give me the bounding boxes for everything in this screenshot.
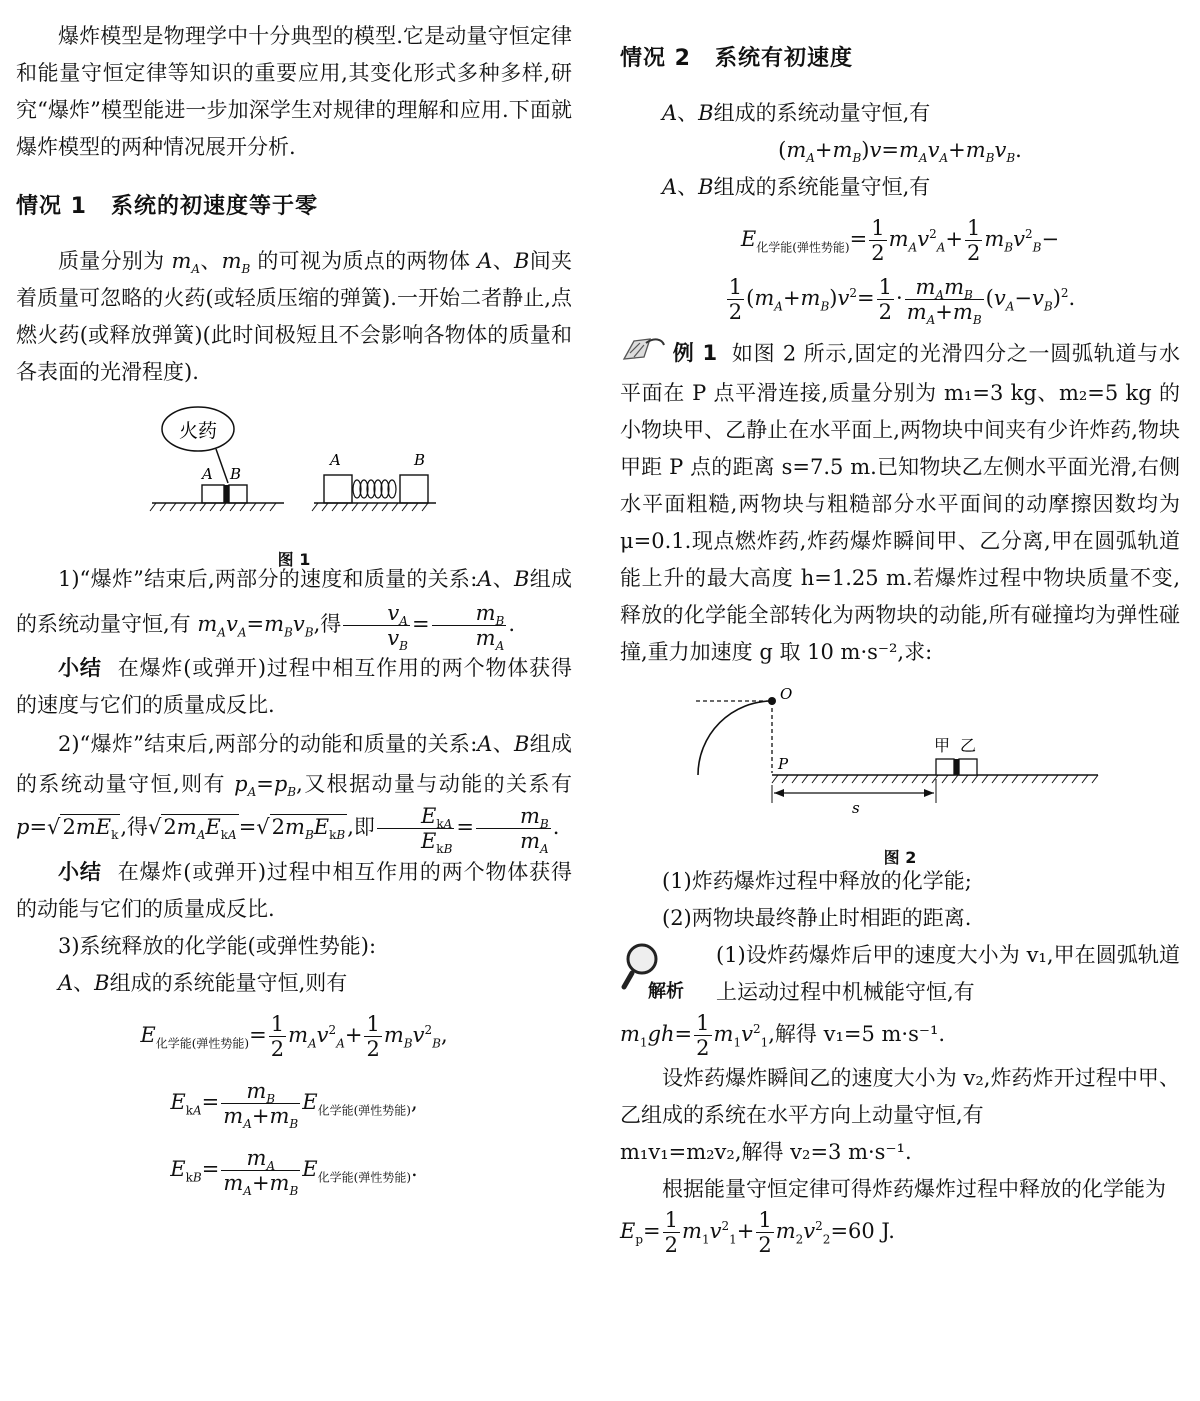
question-2: (2)两物块最终静止时相距的距离. — [662, 905, 972, 930]
intro-paragraph: 爆炸模型是物理学中十分典型的模型.它是动量守恒定律和能量守恒定律等知识的重要应用,其变化形式多种多样,研究“爆炸”模型能进一步加深学生对规律的理解和应用.下面就爆炸模型的两种情况展开分析. — [16, 24, 572, 159]
equation-chem-energy: $E_{化学能(弹性势能)}=$ $\frac{1}{2}$ $m_Av^2_A+$ $\frac{1}{2}$ $m_Bv^2_B$, — [140, 1011, 448, 1061]
solution-2: 设炸药爆炸瞬间乙的速度大小为 v₂,炸药炸开过程中甲、乙组成的系统在水平方向上动量守恒,有 — [620, 1065, 1180, 1127]
fig2-label-p: P — [778, 754, 789, 773]
solution-1: (1)设炸药爆炸后甲的速度大小为 v₁,甲在圆弧轨道上运动过程中机械能守恒,有 — [716, 942, 1180, 1004]
equation-momentum: $(m_A+m_B)v=m_Av_A+m_Bv_B$. — [778, 138, 1022, 166]
case1-heading — [16, 188, 572, 225]
example-paragraph — [620, 335, 1180, 671]
solution-2-eq: m₁v₁=m₂v₂,解得 v₂=3 m·s⁻¹. — [620, 1139, 912, 1164]
item3-paragraph: 3)系统释放的化学能(或弹性势能): — [58, 933, 377, 958]
analysis-label: 解析 — [648, 980, 684, 1002]
analysis-badge — [620, 939, 700, 1003]
equation-eka: $E_{kA}=$ $\frac{m_B}{m_A+m_B}$ $E_{化学能(弹性势能)}$, — [170, 1078, 418, 1132]
case2-title: 系统有初速度 — [714, 46, 853, 71]
figure-1 — [16, 399, 572, 569]
case2-heading — [620, 40, 1180, 77]
fig2-label-s: s — [852, 798, 860, 817]
fig2-label-jia: 甲 — [934, 735, 951, 755]
left-column — [16, 18, 572, 1205]
case2-line-1: A、B组成的系统动量守恒,有 — [662, 101, 931, 125]
right-column — [620, 18, 1180, 1257]
solution-3-eq: $E_p=$ $\frac{1}{2}$ $m_1v^2_1+$ $\frac{1}{2}$ $m_2v^2_2=60$ J. — [620, 1207, 895, 1257]
fig2-label-yi: 乙 — [960, 735, 977, 755]
equation-energy-1: $E_{化学能(弹性势能)}=$ $\frac{1}{2}$ $m_Av^2_A+$ $\frac{1}{2}$ $m_Bv^2_B-$ — [740, 216, 1060, 266]
item3-line-2: A、B组成的系统能量守恒,则有 — [58, 970, 348, 995]
figure-1-caption: 图 1 — [277, 550, 311, 569]
example-icon — [620, 335, 668, 375]
case1-title: 系统的初速度等于零 — [110, 194, 318, 219]
analysis-block — [620, 937, 1180, 1060]
case2-line-2: A、B组成的系统能量守恒,有 — [662, 175, 931, 199]
svg-text:A: A — [202, 465, 213, 483]
solution-3: 根据能量守恒定律可得炸药爆炸过程中释放的化学能为 — [662, 1176, 1166, 1201]
figure-1-drawing — [16, 399, 572, 527]
summary-1: 小结 在爆炸(或弹开)过程中相互作用的两个物体获得的速度与它们的质量成反比. — [16, 656, 573, 718]
figure-2-caption: 图 2 — [883, 847, 917, 867]
solution-1-eq: $m_1gh=$ $\frac{1}{2}$ $m_1v^2_1$,解得 v₁=5 m·s⁻¹. — [620, 1010, 946, 1060]
case1-number: 情况 1 — [16, 194, 87, 219]
summary-2: 小结 在爆炸(或弹开)过程中相互作用的两个物体获得的动能与它们的质量成反比. — [16, 859, 573, 921]
svg-text:B: B — [414, 451, 426, 469]
equation-energy-2: $\frac{1}{2}$ $(m_A+m_B)v^2=$ $\frac{1}{2}$ · $\frac{m_Am_B}{m_A+m_B}$ $(v_A-v_B)^2$. — [728, 275, 1076, 328]
svg-text:B: B — [230, 465, 242, 483]
question-1: (1)炸药爆炸过程中释放的化学能; — [662, 868, 972, 893]
item1-paragraph: 1)“爆炸”结束后,两部分的速度和质量的关系:A、B组成的系统动量守恒,有 $m_Av_A=m_Bv_B$,得 $\frac{v_A}{v_B}$ = $\frac{m_B}{m_A}$ . — [16, 567, 573, 654]
fig2-label-o: O — [780, 684, 793, 703]
example-text: 如图 2 所示,固定的光滑四分之一圆弧轨道与水平面在 P 点平滑连接,质量分别为 m₁=3 kg、m₂=5 kg 的小物块甲、乙静止在水平面上,两物块中间夹有少许炸药,物块甲距 P 点的距离 s=7.5 m.已知物块乙左侧水平面光滑,右侧水平面粗糙,两物块与粗糙部分水平面间的动摩擦因数均为 μ=0.1.现点燃炸药,炸药爆炸瞬间甲、乙分离,甲在圆弧轨道能上升的最大高度 h=1.25 m.若爆炸过程中物块质量不变,释放的化学能全部转化为两物块的动能,所有碰撞均为弹性碰撞,重力加速度 g 取 10 m·s⁻²,求: — [620, 341, 1180, 664]
example-label: 例 1 — [672, 341, 718, 366]
svg-text:A: A — [330, 451, 341, 469]
case2-number: 情况 2 — [620, 46, 691, 71]
figure-2 — [620, 684, 1180, 867]
figure-2-drawing — [620, 685, 1180, 825]
item2-paragraph: 2)“爆炸”结束后,两部分的动能和质量的关系:A、B组成的系统动量守恒,则有 $p_A=p_B$,又根据动量与动能的关系有 $p=√2mE_k$,得$√2m_AE_{kA}=√2m_BE_{kB}$,即 $\frac{E_{kA}}{E_{kB}}$ = $\frac{m_B}{m_A}$ . — [16, 732, 573, 857]
case1-paragraph: 质量分别为 $m_A$、$m_B$ 的可视为质点的两物体 A、B间夹着质量可忽略的火药(或轻质压缩的弹簧).一开始二者静止,点燃火药(或释放弹簧)(此时间极短且不会影响各物体的质量和各表面的光滑程度). — [16, 249, 573, 384]
fig1-bubble-label: 火药 — [178, 420, 218, 442]
equation-ekb: $E_{kB}=$ $\frac{m_A}{m_A+m_B}$ $E_{化学能(弹性势能)}$. — [170, 1146, 418, 1199]
